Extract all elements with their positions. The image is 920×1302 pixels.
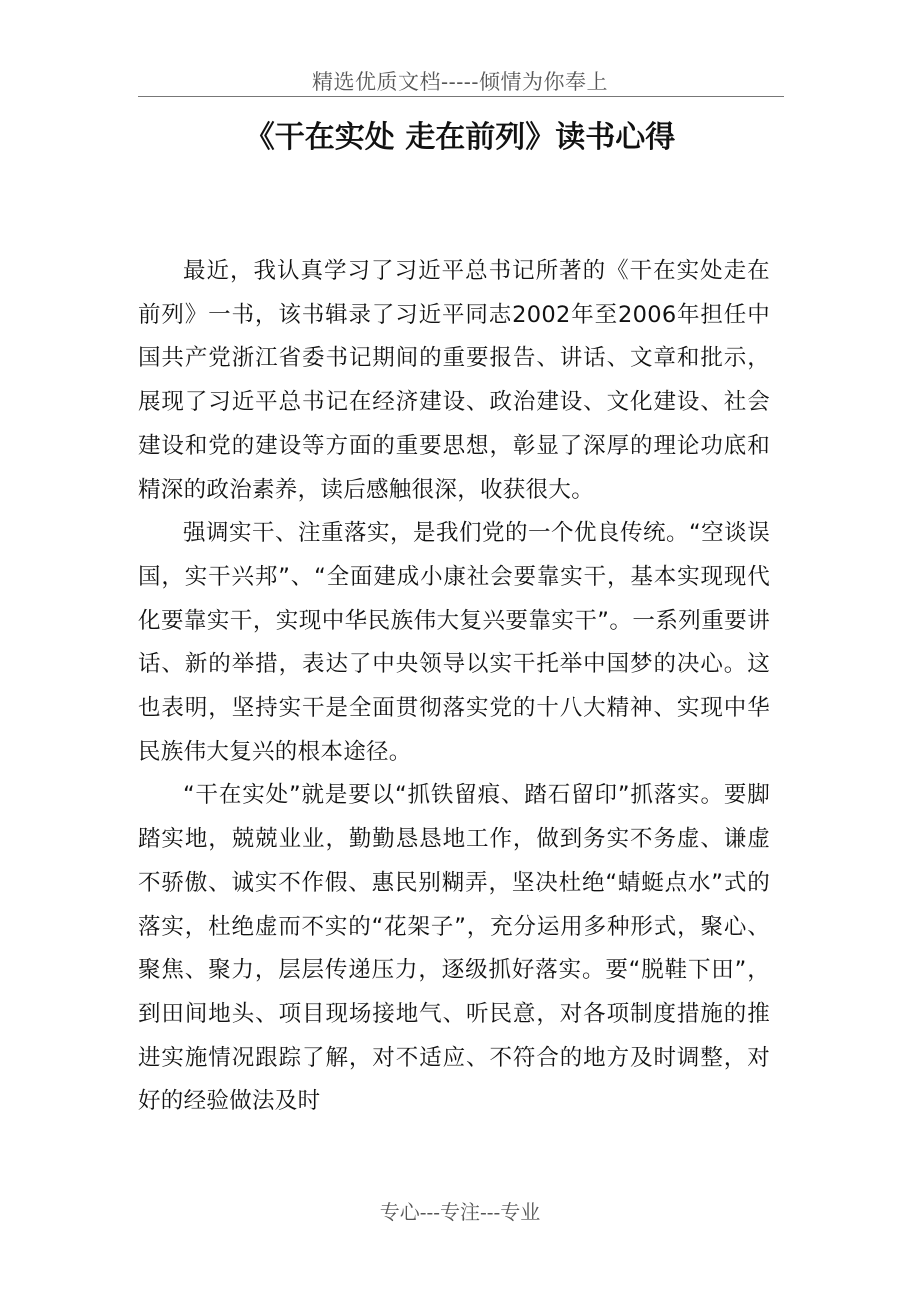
document-title: 《干在实处 走在前列》读书心得 xyxy=(244,120,676,155)
page-header: 精选优质文档-----倾情为你奉上 xyxy=(312,70,608,94)
paragraph: “干在实处”就是要以“抓铁留痕、踏石留印”抓落实。要脚踏实地，兢兢业业，勤勤恳恳地工作，做到务实不务虚、谦虚不骄傲、诚实不作假、惠民别糊弄，坚决杜绝“蜻蜓点水”式的落实，杜绝虚而不实的“花架子”，充分运用多种形式，聚心、聚焦、聚力，层层传递压力，逐级抓好落实。要“脱鞋下田”，到田间地头、项目现场接地气、听民意，对各项制度措施的推进实施情况跟踪了解，对不适应、不符合的地方及时调整，对好的经验做法及时 xyxy=(138,782,770,1115)
header-divider xyxy=(138,96,784,97)
paragraph: 强调实干、注重落实，是我们党的一个优良传统。“空谈误国，实干兴邦”、“全面建成小康社会要靠实干，基本实现现代化要靠实干，实现中华民族伟大复兴要靠实干”。一系列重要讲话、新的举措，表达了中央领导以实干托举中国梦的决心。这也表明，坚持实干是全面贯彻落实党的十八大精神、实现中华民族伟大复兴的根本途径。 xyxy=(138,520,770,765)
paragraph: 最近，我认真学习了习近平总书记所著的《干在实处走在前列》一书，该书辑录了习近平同志2002年至2006年担任中国共产党浙江省委书记期间的重要报告、讲话、文章和批示，展现了习近平总书记在经济建设、政治建设、文化建设、社会建设和党的建设等方面的重要思想，彰显了深厚的理论功底和精深的政治素养，读后感触很深，收获很大。 xyxy=(138,258,770,503)
page-footer: 专心---专注---专业 xyxy=(379,1200,541,1224)
document-body xyxy=(138,250,770,1124)
